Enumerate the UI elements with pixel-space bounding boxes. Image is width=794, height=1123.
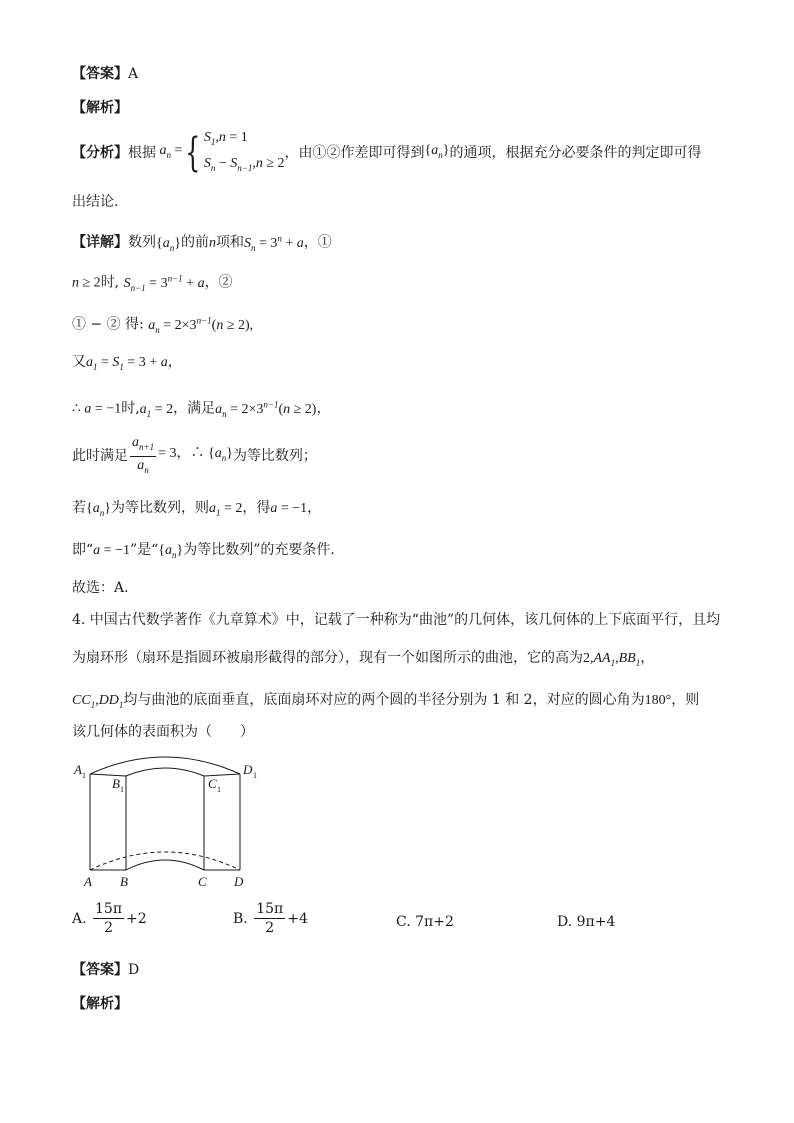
q4-answer-value: D [128,962,140,978]
fenxi-text1: 根据 [128,145,156,161]
label-a1: A [74,762,82,777]
q4-stem-line1 [72,610,720,630]
formula-an-satisfy: $a_n = 2\times 3^{n-1}(n \ge 2)$ [215,399,317,419]
formula-sn-1: $S_{n-1} = 3^{n-1} + a$ [123,273,205,293]
option-c-text: 7π+2 [415,914,454,930]
q3-fenxi-line2 [72,192,118,212]
formula-cc1-dd1: $CC_1,DD_1$ [72,693,124,710]
label-b1-sub: 1 [120,785,124,794]
formula-an-result: $a_n = 2\times 3^{n-1}(n \ge 2)$, [148,315,254,335]
q4-analysis-heading [72,994,128,1014]
step2-suffix: 时, [100,274,120,291]
q3-analysis-heading [72,98,128,118]
q3-step8 [72,540,335,565]
q4-stem4: 该几何体的表面积为（ ） [72,724,254,740]
fenxi-label: 【分析】 [72,145,128,161]
label-a: A [84,874,92,889]
label-c1: C [208,776,217,791]
formula-set-an: $\{a_n\}$ [86,501,111,518]
formula-a-eq-neg1: a = −1 [270,501,308,516]
option-c-label: C. [396,914,411,930]
label-b1: B [112,776,120,791]
formula-n: n [208,235,216,251]
outer-bottom-arc [90,852,240,870]
xiangjie-label: 【详解】 [72,234,128,251]
option-b[interactable] [233,900,308,937]
formula-n-geq-2: n ≥ 2 [72,275,101,291]
label-d1: D [243,762,253,777]
q4-answer-label: 【答案】 [72,962,128,978]
fenxi-text4: 出结论. [72,194,119,210]
fenxi-text3: 的通项，根据充分必要条件的判定即可得 [449,145,702,161]
xiangjie-text2: 的前 [180,234,209,251]
xiangjie-text3: 项和 [215,234,244,251]
fenxi-text2: ，由①②作差即可得到 [284,145,425,161]
label-d1-sub: 1 [253,771,257,780]
q3-guxuan [72,578,129,598]
q4-stem-line4 [72,722,254,742]
q3-step5 [72,394,330,423]
step2-mark: ，② [204,274,233,291]
inner-top-arc [126,768,204,776]
formula-set-an: $\{a_n\}$ [424,143,450,160]
formula-a-eq-neg1b: a = −1 [93,543,130,558]
q3-step2 [72,268,233,297]
formula-set-an: $\{a_n\}$ [156,235,181,253]
step4-prefix: 又 [72,354,86,370]
guxuan-text: 故选：A. [72,580,129,596]
formula-a1-eq-2: $a_1 = 2$ [139,401,174,419]
step5-suffix: 时, [121,400,140,417]
step7-prefix: 若 [72,500,86,516]
formula-therefore: ∴ a = −1 [72,401,122,417]
q3-answer-line [72,64,138,84]
option-b-label: B. [233,910,248,927]
option-b-rest: +4 [287,910,308,927]
label-c: C [198,874,207,889]
q4-stem-line3 [72,690,699,715]
step3-prefix: ① − ② 得: [72,316,144,333]
inner-bottom-arc [126,860,204,870]
q4-stem-line2 [72,648,654,673]
step6-end: 为等比数列； [232,448,317,464]
q3-step3 [72,310,253,339]
option-c[interactable] [396,914,454,930]
option-a-label: A. [72,910,87,927]
step8-mid: ”是“ [129,542,159,558]
step7-end: ， [307,500,322,516]
option-a-frac: $\frac{15\pi}{2}$ [95,901,123,936]
answer-label: 【答案】 [72,66,128,82]
formula-a1-eq-2b: $a_1 = 2$ [208,501,243,518]
q3-xiangjie-line [72,228,332,257]
option-d-text: 9π+4 [576,914,616,930]
answer-value: A [128,66,139,82]
label-c1-sub: 1 [217,785,221,794]
formula-height: $2,AA_1,BB_1$， [583,651,655,668]
piecewise-formula: { $S_1,n = 1$ $S_n - S_{n-1},n \ge 2$ [185,130,285,176]
q4-stem2: 为扇环形（扇环是指圆环被扇形截得的部分），现有一个如图所示的曲池，它的高为 [72,650,583,666]
analysis-label: 【解析】 [72,100,128,116]
quchi-figure [72,752,272,892]
step7-mid2: ，得 [242,500,271,516]
step8-end: 为等比数列”的充要条件. [183,542,335,558]
step6-prefix: 此时满足 [72,448,128,464]
q3-step4 [72,352,182,377]
option-b-frac: $\frac{15\pi}{2}$ [256,901,284,936]
step5-end: ， [316,400,331,417]
xiangjie-text4: ，① [303,234,332,251]
formula-an: $a_n$ = [156,143,183,160]
xiangjie-text1: 数列 [128,234,156,251]
q4-analysis-label: 【解析】 [72,996,128,1012]
formula-ratio: $\frac{a_{n+1}}{a_n}$ [132,434,155,475]
formula-ratio-eq: = 3，∴ $\{a_n\}$ [158,446,233,463]
step7-mid: 为等比数列，则 [110,500,209,516]
q4-stem1: 4. 中国古代数学著作《九章算术》中，记载了一种称为“曲池”的几何体，该几何体的上下底面平行，且均 [72,612,721,628]
q3-step7 [72,498,321,523]
step8-prefix: 即“ [72,542,94,558]
outer-top-arc [90,757,240,774]
option-a[interactable] [72,900,147,937]
label-d: D [234,874,244,889]
formula-set-an: $\{a_n\}$ [158,543,184,560]
q3-fenxi-line [72,130,702,176]
formula-a1: $a_1 = S_1 = 3 + a$， [86,355,182,372]
q4-stem3: 均与曲池的底面垂直，底面扇环对应的两个圆的半径分别为 1 和 2，对应的圆心角为 [123,692,645,708]
label-a1-sub: 1 [82,771,86,780]
step5-mid: ，满足 [173,400,216,417]
label-b: B [120,874,128,889]
q3-step6 [72,434,317,475]
option-d[interactable] [557,914,615,930]
option-d-label: D. [557,914,573,930]
q4-stem3-end: ，则 [671,692,700,708]
option-a-rest: +2 [126,910,147,927]
q4-answer-line [72,960,139,980]
formula-sn: $S_n = 3^n + a$ [243,233,304,253]
formula-angle: 180° [644,693,672,708]
